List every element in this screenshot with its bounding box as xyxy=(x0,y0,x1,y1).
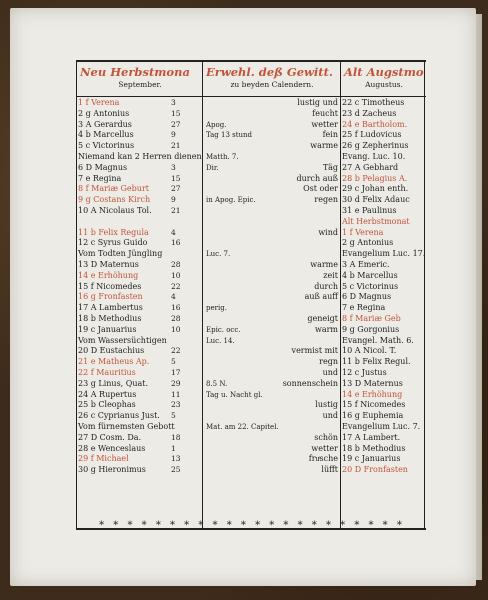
table-row xyxy=(76,228,426,239)
left-entry: 4 b Marcellus xyxy=(78,130,134,140)
header-old-month xyxy=(344,64,424,96)
weather-note: fein xyxy=(322,130,338,140)
right-entry: 15 f Nicomedes xyxy=(342,400,406,410)
header-rule xyxy=(76,96,426,97)
table-row xyxy=(76,120,426,131)
right-entry: 2 g Antonius xyxy=(342,238,394,248)
table-row xyxy=(76,109,426,120)
left-entry: 20 D Eustachius xyxy=(78,346,145,356)
table-row xyxy=(76,346,426,357)
weather-note: wind xyxy=(318,227,338,237)
table-row xyxy=(76,400,426,411)
right-entry: 11 b Felix Regul. xyxy=(342,357,411,367)
moon-phase-note: Epic. occ. xyxy=(206,325,241,334)
right-entry: 31 e Paulinus xyxy=(342,205,397,215)
table-row xyxy=(76,390,426,401)
right-entry: 28 b Pelagius A. xyxy=(342,173,408,183)
left-entry: 11 b Felix Regula xyxy=(78,227,149,237)
right-entry: 20 D Fronfasten xyxy=(342,465,408,475)
right-entry: 23 d Zacheus xyxy=(342,108,397,118)
weather-note: Ost oder xyxy=(303,184,338,194)
moon-phase-note: Luc. 7. xyxy=(206,250,231,259)
moon-phase-note: 8.5 N. xyxy=(206,379,228,388)
table-row xyxy=(76,282,426,293)
left-entry: 5 c Victorinus xyxy=(78,141,135,151)
left-entry: 12 c Syrus Guido xyxy=(78,238,148,248)
table-row xyxy=(76,422,426,433)
table-row xyxy=(76,174,426,185)
right-entry: 24 e Bartholom. xyxy=(342,119,408,129)
left-entry: 3 A Gerardus xyxy=(78,119,132,129)
left-entry: 22 f Mauritius xyxy=(78,367,136,377)
calendar-table xyxy=(76,60,426,530)
table-row xyxy=(76,411,426,422)
weather-note: wetter xyxy=(311,443,338,453)
weather-note: warme xyxy=(310,259,338,269)
moon-phase-note: Tag 13 stund xyxy=(206,131,253,140)
header-new-month xyxy=(80,64,200,96)
weather-note: und xyxy=(322,411,338,421)
sign-degree: 3 xyxy=(171,98,176,107)
sign-degree: 16 xyxy=(171,303,181,313)
sign-degree: 29 xyxy=(171,378,181,388)
sign-degree: 21 xyxy=(171,205,181,215)
moon-phase-note: Tag u. Nacht gl. xyxy=(206,390,263,399)
right-entry: Evang. Luc. 10. xyxy=(342,151,406,161)
table-row xyxy=(76,303,426,314)
sign-degree: 3 xyxy=(171,162,176,172)
sign-degree: 10 xyxy=(171,324,181,334)
weather-note: lüfft xyxy=(321,465,338,475)
table-row xyxy=(76,217,426,228)
sign-degree: 13 xyxy=(171,454,181,464)
moon-phase-note: perig. xyxy=(206,304,227,313)
moon-phase-note: Apog. xyxy=(206,120,227,129)
table-row xyxy=(76,260,426,271)
table-row xyxy=(76,98,426,109)
weather-note: regen xyxy=(314,195,338,205)
sign-degree: 15 xyxy=(171,173,181,183)
sign-degree: 21 xyxy=(171,141,181,151)
left-entry: 29 f Michael xyxy=(78,454,129,464)
weather-subtitle: zu beyden Calendern. xyxy=(230,80,314,89)
sign-degree: 9 xyxy=(171,195,176,205)
right-entry: 13 D Maternus xyxy=(342,378,403,388)
left-entry: 23 g Linus, Quat. xyxy=(78,378,148,388)
right-entry: Evangelium Luc. 7. xyxy=(342,421,421,431)
weather-note: durch auß xyxy=(296,173,338,183)
left-entry: Vom Todten Jüngling xyxy=(78,249,163,259)
right-entry: 3 A Emeric. xyxy=(342,259,390,269)
table-row xyxy=(76,314,426,325)
old-month-title: Alt Augstmo xyxy=(344,65,424,79)
left-entry: 8 f Mariæ Geburt xyxy=(78,184,149,194)
table-row xyxy=(76,152,426,163)
left-entry: 2 g Antonius xyxy=(78,108,130,118)
table-row xyxy=(76,465,426,476)
sign-degree: 28 xyxy=(171,313,181,323)
left-entry: 28 e Wenceslaus xyxy=(78,443,146,453)
table-row xyxy=(76,325,426,336)
right-entry: 22 c Timotheus xyxy=(342,98,405,107)
right-entry: 12 c Justus xyxy=(342,367,387,377)
right-entry: 10 A Nicol. T. xyxy=(342,346,397,356)
weather-note: feucht xyxy=(312,108,338,118)
weather-note: vermist mit xyxy=(291,346,338,356)
table-row xyxy=(76,454,426,465)
sign-degree: 5 xyxy=(171,357,176,367)
weather-note: schön xyxy=(314,432,338,442)
left-entry: 16 g Fronfasten xyxy=(78,292,143,302)
weather-note: lustig und xyxy=(297,98,338,107)
weather-note: auß auff xyxy=(304,292,338,302)
left-entry: 6 D Magnus xyxy=(78,162,128,172)
left-entry: 1 f Verena xyxy=(78,98,120,107)
left-entry: 21 e Matheus Ap. xyxy=(78,357,150,367)
left-entry: 19 c Januarius xyxy=(78,324,137,334)
sign-degree: 4 xyxy=(171,227,176,237)
footer-ornament: * * * * * * * * * * * * * * * * * * * * * * xyxy=(99,520,405,531)
left-entry: 18 b Methodius xyxy=(78,313,142,323)
header-weather xyxy=(206,64,338,96)
moon-phase-note: Matth. 7. xyxy=(206,152,239,161)
right-entry: 30 d Felix Adauc xyxy=(342,195,410,205)
new-month-subtitle: September. xyxy=(118,80,162,89)
left-entry: 24 A Rupertus xyxy=(78,389,137,399)
left-entry: 15 f Nicomedes xyxy=(78,281,142,291)
sign-degree: 16 xyxy=(171,238,181,248)
sign-degree: 27 xyxy=(171,184,181,194)
moon-phase-note: Dir. xyxy=(206,163,219,172)
weather-note: sonnenschein xyxy=(282,378,338,388)
weather-note: fruͤsche xyxy=(308,454,338,464)
weather-note: regn xyxy=(319,357,338,367)
right-entry: 8 f Mariæ Geb xyxy=(342,313,401,323)
sign-degree: 11 xyxy=(171,389,181,399)
sign-degree: 1 xyxy=(171,443,176,453)
sign-degree: 23 xyxy=(171,400,181,410)
table-row xyxy=(76,368,426,379)
right-entry: 29 c Johan enth. xyxy=(342,184,409,194)
right-entry: Alt Herbstmonat xyxy=(342,216,410,226)
left-entry: 13 D Maternus xyxy=(78,259,139,269)
sign-degree: 15 xyxy=(171,108,181,118)
right-entry: 18 b Methodius xyxy=(342,443,406,453)
table-row xyxy=(76,163,426,174)
sign-degree: 10 xyxy=(171,270,181,280)
left-entry: 10 A Nicolaus Tol. xyxy=(78,205,152,215)
calendar-rows xyxy=(76,98,426,476)
right-entry: 1 f Verena xyxy=(342,227,384,237)
weather-note: geneigt xyxy=(307,313,338,323)
table-row xyxy=(76,141,426,152)
right-entry: 14 e Erhöhung xyxy=(342,389,403,399)
right-entry: 27 A Gebhard xyxy=(342,162,399,172)
weather-note: durch xyxy=(314,281,338,291)
left-entry: Vom Wassersüchtigen xyxy=(78,335,167,345)
table-row xyxy=(76,271,426,282)
left-entry: 30 g Hieronimus xyxy=(78,465,146,475)
sign-degree: 9 xyxy=(171,130,176,140)
table-row xyxy=(76,238,426,249)
table-row xyxy=(76,379,426,390)
weather-note: lustig xyxy=(315,400,338,410)
weather-note: und xyxy=(322,367,338,377)
right-entry: 5 c Victorinus xyxy=(342,281,399,291)
table-row xyxy=(76,336,426,347)
left-entry: Niemand kan 2 Herren dienen xyxy=(78,151,202,161)
moon-phase-note: in Apog. Epic. xyxy=(206,196,256,205)
old-month-subtitle: Augustus. xyxy=(365,80,403,89)
right-entry: Evangelium Luc. 17. xyxy=(342,249,426,259)
right-entry: 7 e Regina xyxy=(342,303,386,313)
left-entry: 7 e Regina xyxy=(78,173,122,183)
sign-degree: 4 xyxy=(171,292,176,302)
sign-degree: 22 xyxy=(171,346,181,356)
left-entry: 17 A Lambertus xyxy=(78,303,143,313)
table-row xyxy=(76,292,426,303)
table-row xyxy=(76,206,426,217)
sign-degree: 25 xyxy=(171,465,181,475)
right-entry: 6 D Magnus xyxy=(342,292,392,302)
right-entry: 9 g Gorgonius xyxy=(342,324,400,334)
sign-degree: 28 xyxy=(171,259,181,269)
left-entry: 14 e Erhöhung xyxy=(78,270,139,280)
table-row xyxy=(76,195,426,206)
new-month-title: Neu Herbstmona xyxy=(80,65,190,79)
right-entry: 17 A Lambert. xyxy=(342,432,401,442)
left-entry: 26 c Cyprianus Just. xyxy=(78,411,160,421)
table-row xyxy=(76,184,426,195)
weather-note: warme xyxy=(310,141,338,151)
left-entry: 25 b Cleophas xyxy=(78,400,136,410)
right-entry: 4 b Marcellus xyxy=(342,270,398,280)
weather-note: zeit xyxy=(323,270,338,280)
weather-note: warm xyxy=(314,324,338,334)
right-entry: 26 g Zepherinus xyxy=(342,141,409,151)
weather-note: wetter xyxy=(311,119,338,129)
sign-degree: 17 xyxy=(171,367,181,377)
sign-degree: 22 xyxy=(171,281,181,291)
left-entry: 9 g Costans Kirch xyxy=(78,195,151,205)
right-entry: 16 g Euphemia xyxy=(342,411,404,421)
sign-degree: 27 xyxy=(171,119,181,129)
sign-degree: 5 xyxy=(171,411,176,421)
table-row xyxy=(76,357,426,368)
right-entry: 25 f Ludovicus xyxy=(342,130,402,140)
table-row xyxy=(76,130,426,141)
weather-title: Erwehl. deß Gewitt. xyxy=(206,65,333,79)
moon-phase-note: Luc. 14. xyxy=(206,336,235,345)
weather-note: Täg xyxy=(323,162,338,172)
table-row xyxy=(76,249,426,260)
right-entry: Evangel. Math. 6. xyxy=(342,335,414,345)
left-entry: 27 D Cosm. Da. xyxy=(78,432,142,442)
right-entry: 19 c Januarius xyxy=(342,454,401,464)
table-row xyxy=(76,444,426,455)
sign-degree: 18 xyxy=(171,432,181,442)
left-entry: Vom fürnemsten Gebott xyxy=(78,421,175,431)
table-row xyxy=(76,433,426,444)
moon-phase-note: Mat. am 22. Capitel. xyxy=(206,422,279,431)
